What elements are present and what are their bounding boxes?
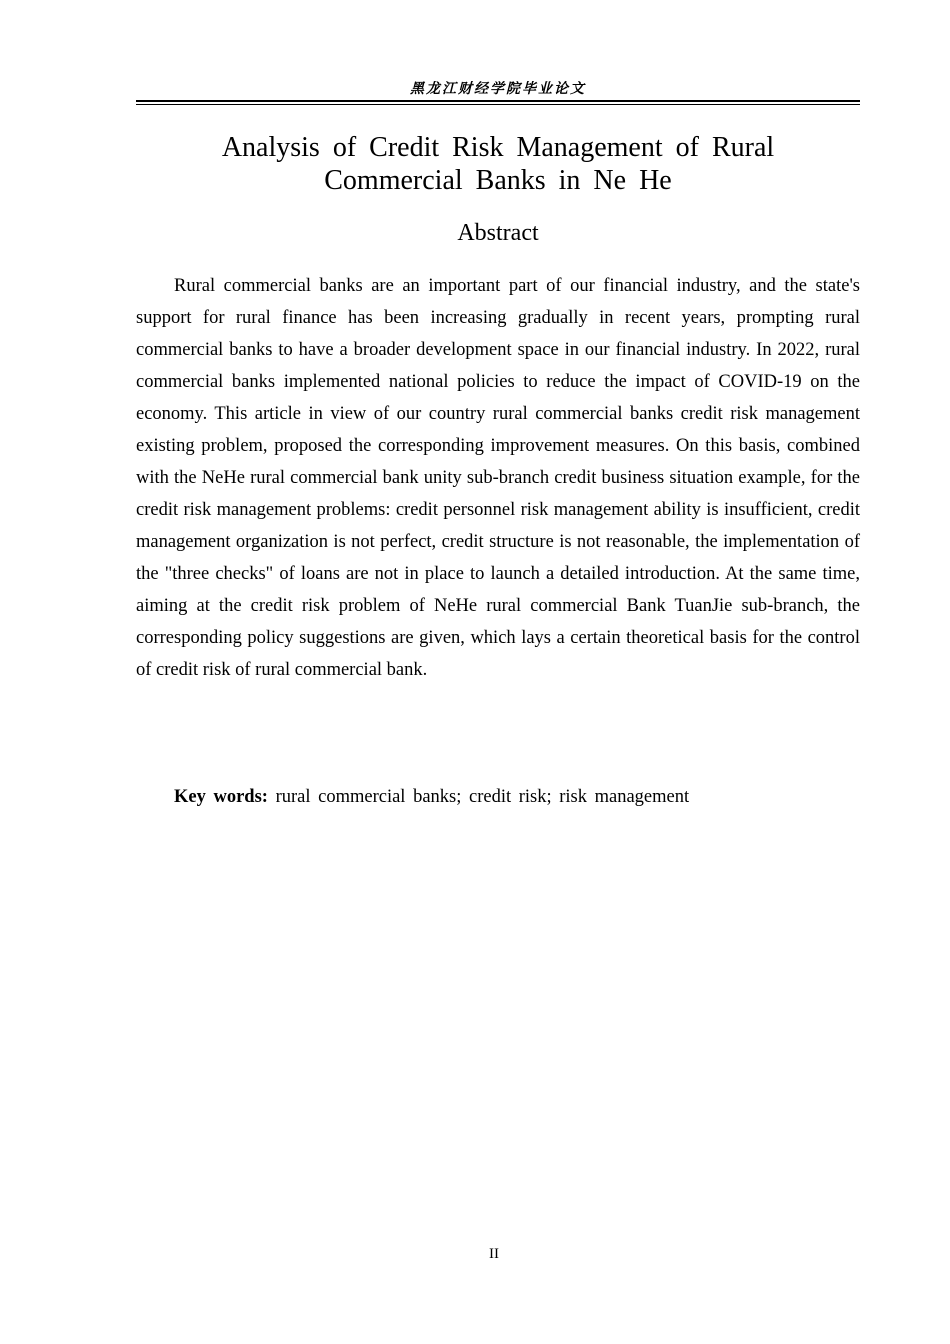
paper-title [136,131,860,197]
keywords-label: Key words: [174,787,268,807]
abstract-body: Rural commercial banks are an important part of our financial industry, and the state's support for rural finance has been increasing gradually in recent years, prompting rural commercial banks to have a broader development space in our financial industry. In 2022, rural commercial banks implemented national policies to reduce the impact of COVID-19 on the economy. This article in view of our country rural commercial banks credit risk management existing problem, proposed the corresponding improvement measures. On this basis, combined with the NeHe rural commercial bank unity sub-branch credit business situation example, for the credit risk management problems: credit personnel risk management ability is insufficient, credit management organization is not perfect, credit structure is not reasonable, the implementation of the "three checks" of loans are not in place to launch a detailed introduction. At the same time, aiming at the credit risk problem of NeHe rural commercial Bank TuanJie sub-branch, the corresponding policy suggestions are given, which lays a certain theoretical basis for the control of credit risk of rural commercial bank. [136,276,860,680]
header-rule-thin [136,104,860,105]
keywords-value: rural commercial banks; credit risk; risk management [275,787,690,807]
paper-title-line-2: Commercial Banks in Ne He [324,165,672,196]
keywords [174,781,860,813]
paper-title-line-1: Analysis of Credit Risk Management of Rural [221,132,775,163]
running-header: 黑龙江财经学院毕业论文 [410,81,586,97]
page-number: II [489,1246,499,1262]
header-rule-thick [136,100,860,102]
abstract-heading: Abstract [457,220,539,246]
